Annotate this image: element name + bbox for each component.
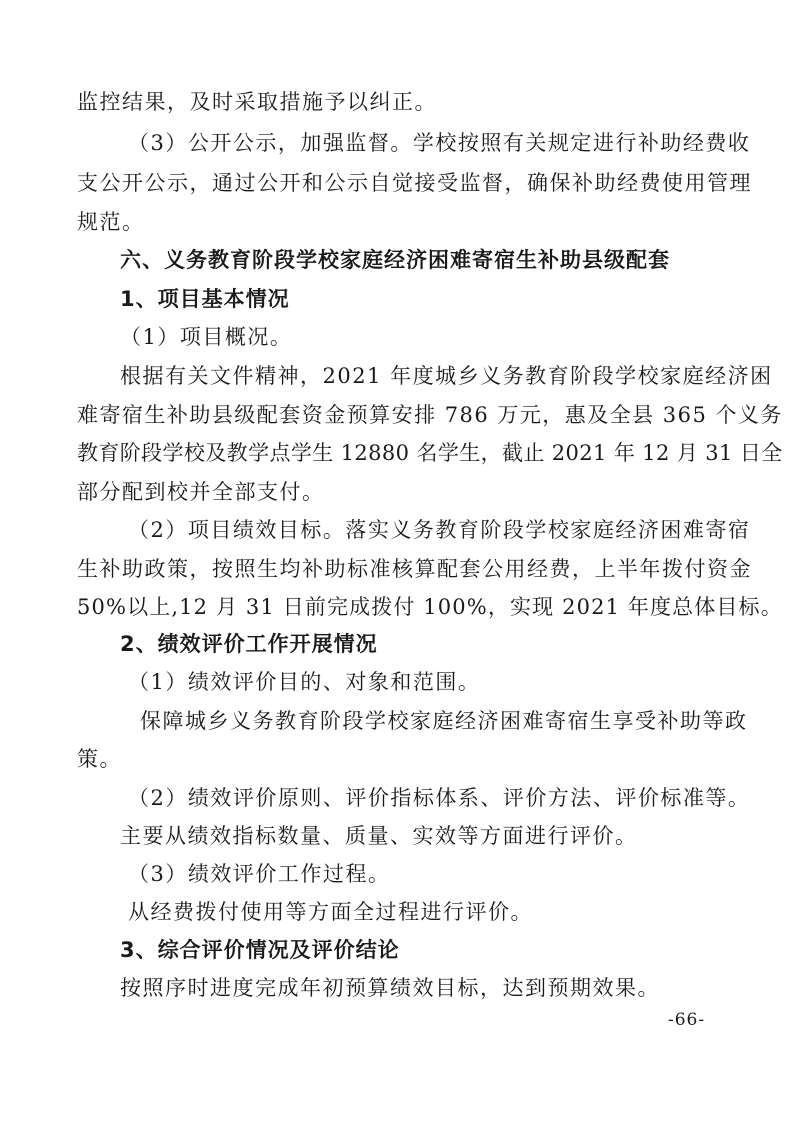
body-text-line: 难寄宿生补助县级配套资金预算安排 786 万元，惠及全县 365 个义务 [77, 403, 783, 427]
body-text-line: 生补助政策，按照生均补助标准核算配套公用经费，上半年拨付资金 [77, 557, 752, 581]
body-text-line: 规范。 [77, 210, 145, 234]
body-text-line: （3）绩效评价工作过程。 [128, 862, 391, 886]
body-text-line: 主要从绩效指标数量、质量、实效等方面进行评价。 [120, 824, 638, 848]
body-text-line: 50%以上,12 月 31 日前完成拨付 100%，实现 2021 年度总体目标。 [77, 595, 783, 619]
body-text-line: 部分配到校并全部支付。 [77, 480, 325, 504]
body-text-line: 教育阶段学校及教学点学生 12880 名学生，截止 2021 年 12 月 31 日全 [77, 441, 783, 465]
body-text-line: 按照序时进度完成年初预算绩效目标，达到预期效果。 [120, 976, 660, 1000]
body-text-line: （1）绩效评价目的、对象和范围。 [128, 670, 481, 694]
subsection-heading: 3、综合评价情况及评价结论 [120, 938, 400, 962]
body-text-line: 保障城乡义务教育阶段学校家庭经济困难寄宿生享受补助等政 [140, 709, 748, 733]
page-number: -66- [668, 1010, 706, 1030]
body-text-line: （2）项目绩效目标。落实义务教育阶段学校家庭经济困难寄宿 [128, 518, 751, 542]
body-text-line: （1）项目概况。 [120, 325, 293, 349]
body-text-line: 策。 [77, 747, 122, 771]
body-text-line: 监控结果，及时采取措施予以纠正。 [77, 90, 437, 114]
body-text-line: 根据有关文件精神，2021 年度城乡义务教育阶段学校家庭经济困 [120, 364, 773, 388]
subsection-heading: 1、项目基本情况 [120, 287, 290, 311]
body-text-line: （3）公开公示，加强监督。学校按照有关规定进行补助经费收 [128, 131, 751, 155]
section-heading: 六、义务教育阶段学校家庭经济困难寄宿生补助县级配套 [120, 248, 670, 272]
subsection-heading: 2、绩效评价工作开展情况 [120, 632, 378, 656]
body-text-line: （2）绩效评价原则、评价指标体系、评价方法、评价标准等。 [128, 786, 751, 810]
body-text-line: 从经费拨付使用等方面全过程进行评价。 [128, 900, 533, 924]
body-text-line: 支公开公示，通过公开和公示自觉接受监督，确保补助经费使用管理 [77, 171, 752, 195]
